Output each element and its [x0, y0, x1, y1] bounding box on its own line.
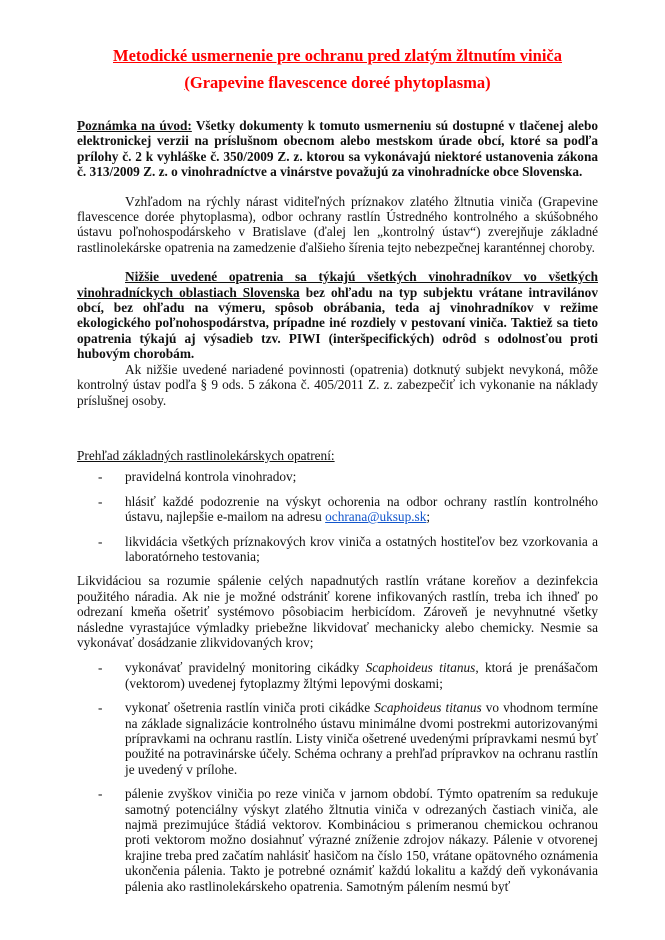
species-name: Scaphoideus titanus [365, 660, 476, 676]
document-subtitle [77, 73, 598, 93]
scope-rest: bez ohľadu na typ subjektu vrátane intravilánov obcí, bez ohľadu na výmeru, spôsob obrábania, teda aj vinohradníkov v režime ekologického poľnohospodárstva, prípadne iné rozdiely v pestovaní viniča. Taktiež sa tieto opatrenia týkajú aj výsadieb tzv. PIWI (interšpecifických) odrôd s odolnosťou proti hubovým chorobám. [77, 284, 598, 362]
list-item-text: pálenie zvyškov viničia po reze viniča v jarnom období. Týmto opatrením sa redukuje samotný potenciálny výskyt zlatého žltnutia viniča v odrezaných častiach viniča, ale najmä prezimujúce štádiá vektorov. Kombináciou s primeranou chemickou ochranou proti vektorom možno dosiahnuť výrazné zníženie zdrojov nákazy. Pálenie v otvorenej krajine treba pred začatím nahlásiť hasičom na číslo 150, vrátane opätovného oznámenia ukončenia pálenia. Takto je potrebné oznámiť každú lokalitu a každý deň vykonávania pálenia ako rastlinolekárskeho opatrenia. Samotným pálením nesmú byť [125, 786, 598, 894]
measures-list-1 [77, 469, 598, 564]
list-item [77, 660, 598, 691]
dash-bullet: - [98, 660, 103, 676]
list-item [77, 469, 598, 484]
intro-note [77, 118, 598, 180]
intro-label: Poznámka na úvod: [77, 118, 192, 133]
dash-bullet: - [98, 493, 103, 509]
list-item-text: ; [426, 509, 431, 525]
document-page [77, 46, 598, 903]
list-item-text: , ktorá je prenášačom (vektorom) uvedenej fytoplazmy žltými lepovými doskami; [125, 660, 598, 691]
section-heading: Prehľad základných rastlinolekárskych opatrení: [77, 447, 335, 463]
subtitle-paren: ( [184, 73, 190, 92]
list-item-text: likvidácia všetkých príznakových krov viniča a ostatných hostiteľov bez vzorkovania a laboratórneho testovania; [125, 533, 598, 564]
list-item-text: vykonať ošetrenia rastlín viniča proti cikádke [125, 700, 375, 716]
list-item [77, 534, 598, 565]
measures-list-2 [77, 660, 598, 894]
email-link[interactable]: ochrana@uksup.sk [325, 509, 427, 525]
paragraph-liquidation: Likvidáciou sa rozumie spálenie celých napadnutých rastlín vrátane koreňov a dezinfekcia použitého náradia. Ak nie je možné odstrániť korene infikovaných rastlín, treba ich ihneď po odrezaní kmeňa ošetriť systémovo pôsobiacim herbicídom. Zároveň je nevyhnutné všetky následne vyrastajúce výmladky priebežne likvidovať mechanicky alebo chemicky. Nesmie sa vykonávať dosádzanie zlikvidovaných krov; [77, 573, 598, 650]
document-title: Metodické usmernenie pre ochranu pred zlatým žltnutím viniča [113, 46, 562, 65]
species-name: Scaphoideus titanus [374, 700, 482, 716]
scope-underlined: Nižšie uvedené opatrenia sa týkajú všetkých vinohradníkov vo všetkých vinohradníckych oblastiach Slovenska [77, 269, 598, 300]
list-item [77, 786, 598, 894]
list-item [77, 494, 598, 525]
intro-text: Všetky dokumenty k tomuto usmerneniu sú dostupné v tlačenej alebo elektronickej verzii na príslušnom obecnom alebo mestskom úrade obcí, ktoré sa podľa prílohy č. 2 k vyhláške č. 350/2009 Z. z. ktorou sa vykonávajú niektoré ustanovenia zákona č. 313/2009 Z. z. o vinohradníctve a vinárstve považujú za vinohradnícke obce Slovenska. [77, 118, 599, 180]
list-item [77, 700, 598, 777]
list-item-text: vykonávať pravidelný monitoring cikádky [125, 660, 366, 676]
list-item-text: vo vhodnom termíne na základe signalizácie kontrolného ústavu minimálne dvomi postrekmi autorizovanými prípravkami na ochranu rastlín. Listy viniča ošetrené uvedenými prípravkami nesmú byť použité na potravinárske účely. Schéma ochrany a prehľad prípravkov na ochranu rastlín je uvedený v prílohe. [125, 700, 599, 777]
dash-bullet: - [98, 533, 103, 549]
subtitle-text: Grapevine flavescence doreé phytoplasma) [189, 73, 491, 92]
dash-bullet: - [98, 700, 103, 716]
dash-bullet: - [98, 786, 103, 802]
list-item-text: hlásiť každé podozrenie na výskyt ochorenia na odbor ochrany rastlín kontrolného ústavu, najlepšie e-mailom na adresu [125, 493, 598, 525]
list-item-text: pravidelná kontrola vinohradov; [125, 469, 297, 485]
dash-bullet: - [98, 469, 103, 485]
paragraph-scope [77, 269, 598, 361]
paragraph-enforcement: Ak nižšie uvedené nariadené povinnosti (opatrenia) dotknutý subjekt nevykoná, môže kontrolný ústav podľa § 9 ods. 5 zákona č. 405/2011 Z. z. zabezpečiť ich vykonanie na náklady príslušnej osoby. [77, 361, 598, 408]
paragraph-context: Vzhľadom na rýchly nárast viditeľných príznakov zlatého žltnutia viniča (Grapevine flavescence dorée phytoplasma), odbor ochrany rastlín Ústredného kontrolného a skúšobného ústavu poľnohospodárskeho v Bratislave (ďalej len „kontrolný ústav“) zverejňuje základné rastlinolekárske opatrenia na zamedzenie ďalšieho šírenia tejto nebezpečnej karanténnej choroby. [77, 193, 598, 255]
